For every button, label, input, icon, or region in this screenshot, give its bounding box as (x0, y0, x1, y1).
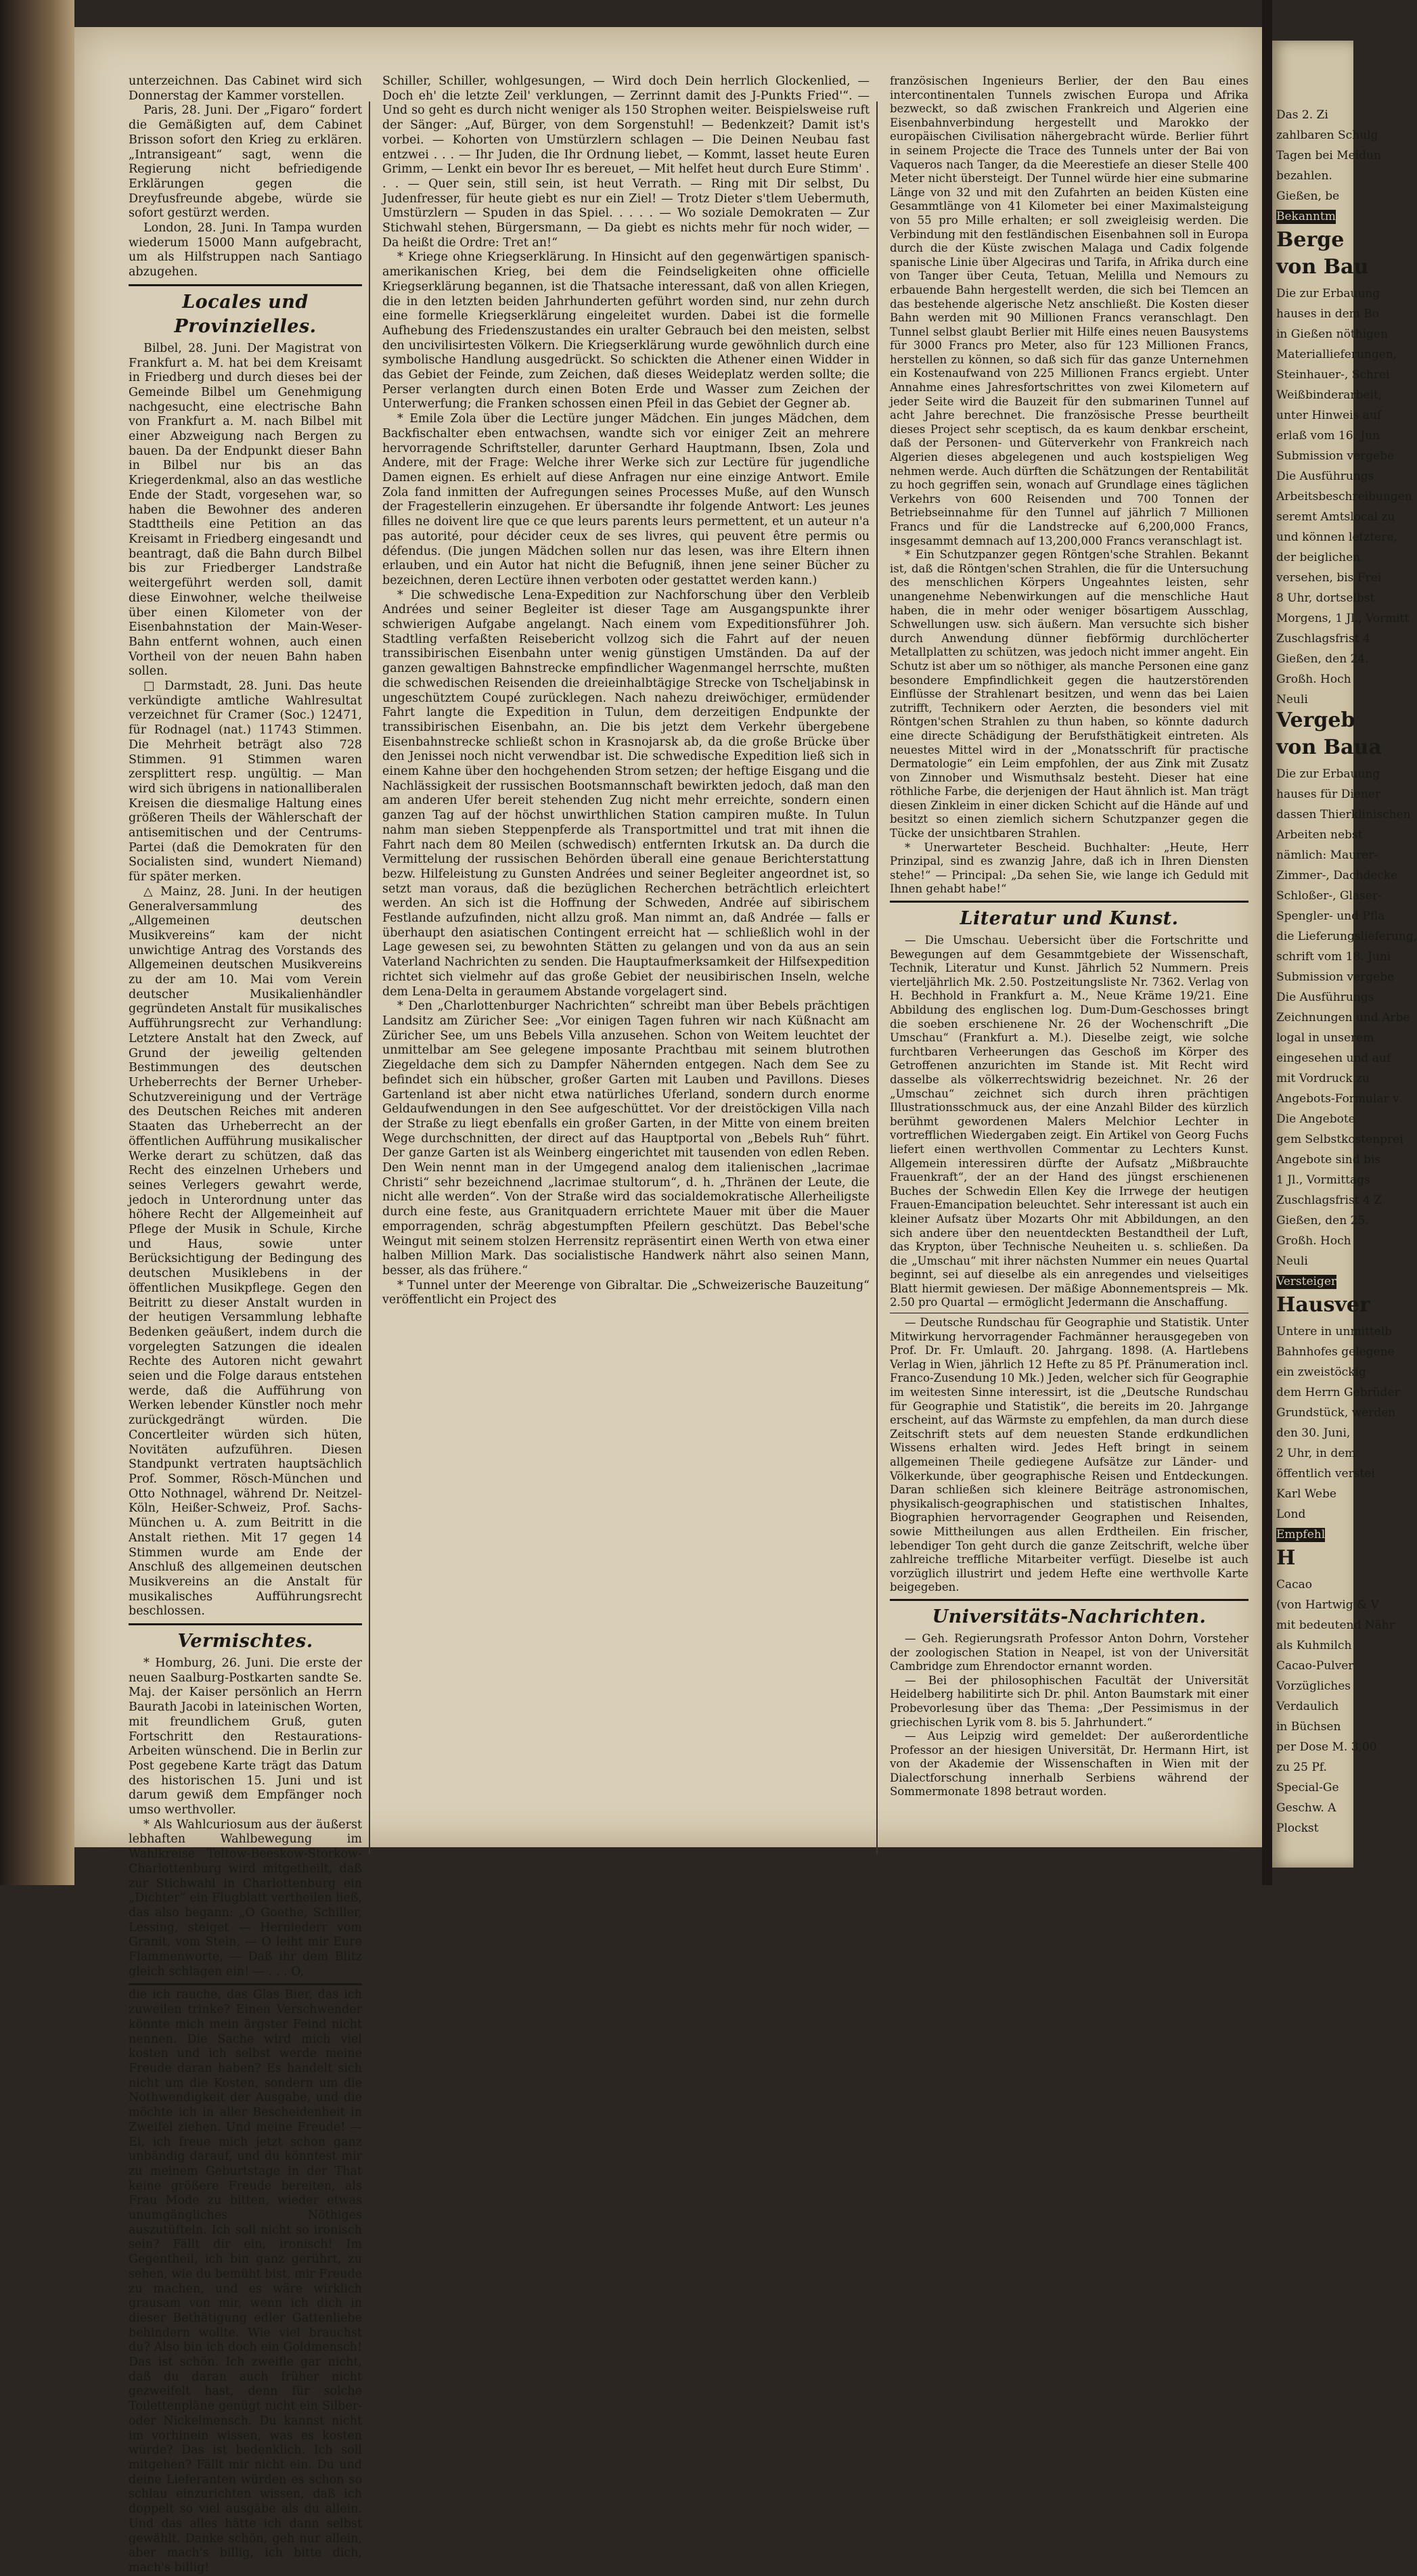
edge-text-line: Zuschlagsfrist 4 Z (1276, 1194, 1382, 1207)
edge-text-line: Steinhauer-, Schrei (1276, 368, 1390, 382)
edge-text-line: Morgens, 1 Jl., Vormitt (1276, 612, 1410, 625)
edge-text-line: von Bau (1276, 255, 1369, 279)
article-text: △ Mainz, 28. Juni. In der heutigen Generalversammlung des „Allgemeinen deutschen Musikvereins“ kam der nicht unwichtige Antrag des Vorstands des Allgemeinen deutschen Musikvereins zu der am 10. Mai vom Verein deutscher Musikalienhändler gegründeten Anstalt für musikalisches Aufführungsrecht zur Verhandlung: Letztere Anstalt hat den Zweck, auf Grund der jeweilig geltenden Bestimmungen des deutschen Urheberrechts der Berner Urheber-Schutzvereinigung und der Verträge des Deutschen Reiches mit anderen Staaten das Urheberrecht an der öffentlichen Aufführung musikalischer Werke derart zu schützen, daß das Recht des einzelnen Urhebers und seines Verlegers gewahrt werde, jedoch in Unterordnung unter das höhere Recht der Allgemeinheit auf Pflege der Musik in Schule, Kirche und Haus, sowie unter Berücksichtigung der Bedingung des deutschen Musiklebens in der öffentlichen Musikpflege. Gegen den Beitritt zu dieser Anstalt wurden in der heutigen Versammlung lebhafte Bedenken geäußert, indem durch die vorgelegten Satzungen die idealen Rechte des Autoren nicht gewahrt seien und die Folge daraus entstehen werde, daß die Aufführung von Werken lebender Künstler noch mehr zurückgedrängt würden. Die Concertleiter würden sich hüten, Novitäten aufzuführen. Diesen Standpunkt vertraten hauptsächlich Prof. Sommer, Rösch-München und Otto Nothnagel, während Dr. Neitzel-Köln, Heißer-Schweiz, Prof. Sachs-München u. A. zum Beitritt in die Anstalt riethen. Mit 17 gegen 14 Stimmen wurde am Ende der Anschluß des allgemeinen deutschen Musikvereins an die Anstalt für musikalisches Aufführungsrecht beschlossen. (129, 884, 362, 1619)
edge-text-line: Lond (1276, 1508, 1306, 1521)
edge-text-line: der beiglichen (1276, 551, 1361, 564)
edge-text-line: Großh. Hoch (1276, 1234, 1351, 1248)
edge-text-line: bezahlen. (1276, 169, 1332, 183)
article-text: * Als Wahlcuriosum aus der äußerst lebhaften Wahlbewegung im Wahlkreise Teltow-Beeskow-Storkow-Charlottenburg wird mitgetheilt, daß zur Stichwahl in Charlottenburg ein „Dichter“ ein Flugblatt vertheilen ließ, das also begann: „O Goethe, Schiller, Lessing, steiget — Herniederr vom Granit, vom Stein, — O leiht mir Eure Flammenworte, — Daß ihr dem Blitz gleich schlagen ein! — . . . O, (129, 1817, 362, 1979)
edge-text-line: schrift vom 18. Juni (1276, 950, 1391, 964)
article-text: * Den „Charlottenburger Nachrichten“ schreibt man über Bebels prächtigen Landsitz am Züricher See: „Vor einigen Tagen fuhren wir nach Küßnacht am Züricher See, um uns Bebels Villa anzusehen. Schon von Weitem leuchtet der unmittelbar am See gelegene imposante Prachtbau mit seinem blutrothen Ziegeldache dem sich zu Dampfer Nähernden entgegen. Nach dem See zu befindet sich ein hübscher, großer Garten mit Lauben und Pavillons. Dieses Gartenland ist aber nicht etwa natürliches Uferland, sondern durch enorme Geldaufwendungen in den See aufgeschüttet. Vor der dreistöckigen Villa nach der Straße zu liegt ebenfalls ein großer Garten, in der Mitte von einem breiten Wege durchschnitten, der direct auf das Hauptportal von „Bebels Ruh“ führt. Der ganze Garten ist als Weinberg eingerichtet mit tausenden von edlen Reben. Den Wein nennt man in der Umgegend analog dem italienischen „lacrimae Christi“ sehr bezeichnend „lacrimae stultorum“, d. h. „Thränen der Leute, die nicht alle werden“. Von der Straße wird das socialdemokratische Allerheiligste durch eine feste, aus Granitquadern errichtete Mauer mit über die Mauer emporragenden, schräg abgestumpften Pfeilern geschützt. Das Bebel'sche Weingut mit seinem stolzen Herrensitz repräsentirt einen Werth von etwa einer halben Million Mark. Das socialistische Handwerk nährt also seinen Mann, besser, als das frühere.“ (382, 999, 870, 1278)
article-text: Bilbel, 28. Juni. Der Magistrat von Frankfurt a. M. hat bei dem Kreisamt in Friedberg und durch dieses bei der Gemeinde Bilbel um Genehmigung nachgesucht, eine electrische Bahn von Frankfurt a. M. nach Bilbel mit einer Abzweigung nach Bergen zu bauen. Da der Endpunkt dieser Bahn in Bilbel nur bis an das Kriegerdenkmal, also an das westliche Ende der Stadt, vorgesehen war, so haben die Bewohner des anderen Stadttheils eine Petition an das Kreisamt in Friedberg eingesandt und beantragt, daß die Bahn durch Bilbel bis zur Friedberger Landstraße weitergeführt werden soll, damit diese Einwohner, welche theilweise über einen Kilometer von der Eisenbahnstation der Main-Weser-Bahn entfernt wohnen, auch einen Vortheil von der neuen Bahn haben sollen. (129, 341, 362, 679)
column-1 (129, 74, 362, 2575)
edge-text-line: Karl Webe (1276, 1487, 1336, 1501)
article-text: Schiller, Schiller, wohlgesungen, — Wird doch Dein herrlich Glockenlied, — Doch eh' die letzte Zeil' verklungen, — Zerrinnt damit des J-Punkts Fried'“. — Und so geht es durch nicht weniger als 150 Strophen weiter. Beispielsweise ruft der Sänger: „Auf, Bürger, von dem Sorgenstuhl! — Bedenkzeit? Damit ist's vorbei. — Kohorten von Umstürzlern schlagen — Die Deinen Neubau fast entzwei . . . — Ihr Juden, die Ihr Ordnung liebet, — Kommt, lasset heute Euren Grimm, — Lenkt ein bevor Ihr es bereuet, — Mit helfet heut durch Eure Stimm' . . . — Quer sein, still sein, ist heut Verrath. — Ring mit Dir selbst, Du Judenfresser, für heute giebt es nur ein Ziel! — Trotz Dieter s'tlem Uebermuth, Umstürzlern — Spuden in das Spiel. . . . . — Wo soziale Demokraten — Zur Stichwahl stehen, Bürgersmann, — Da giebt es nichts mehr für noch wider, — Da heißt die Ordre: Tret an!“ (382, 74, 870, 250)
section-heading: Universitäts-Nachrichten. (932, 1606, 1207, 1627)
edge-text-line: Hausver (1276, 1293, 1370, 1317)
edge-text-line: mit bedeutend Nähr (1276, 1619, 1395, 1632)
edge-text-line: Arbeitsbeschreibungen (1276, 490, 1412, 503)
edge-text-line: den 30. Juni, (1276, 1426, 1351, 1440)
edge-text-line: Angebots-Formular v (1276, 1092, 1399, 1106)
edge-text-line: Materiallieferungen, (1276, 348, 1397, 361)
edge-text-line: mit Vordruck zu (1276, 1072, 1370, 1085)
edge-text-line: Bahnhofes gelegene (1276, 1345, 1395, 1359)
edge-text-line: die Lieferungslieferung, (1276, 930, 1417, 943)
column-3 (890, 74, 1249, 1834)
edge-text-line: Verdaulich (1276, 1700, 1339, 1713)
edge-text-line: Submission vergebe (1276, 970, 1395, 984)
edge-text-line: per Dose M. 3,00 (1276, 1740, 1377, 1754)
edge-text-line: von Baua (1276, 736, 1382, 759)
edge-text-line: hauses für Diener (1276, 788, 1380, 801)
section-heading: Literatur und Kunst. (960, 908, 1179, 930)
edge-text-line: Cacao-Pulver (1276, 1659, 1354, 1673)
edge-text-line: Die Angebote (1276, 1112, 1355, 1126)
edge-text-line: Schloßer-, Glaser- (1276, 889, 1382, 903)
edge-text-line: logal in unserem (1276, 1031, 1374, 1045)
edge-text-line: Gießen, den 24. (1276, 652, 1369, 666)
edge-text-line: Bekanntm (1276, 210, 1336, 223)
edge-text-line: gem Selbstkostenprei (1276, 1133, 1403, 1146)
divider (890, 1599, 1249, 1601)
edge-text-line: Empfehl (1276, 1528, 1326, 1541)
article-text: Paris, 28. Juni. Der „Figaro“ fordert die Gemäßigten auf, dem Cabinet Brisson sofort den Krieg zu erklären. „Intransigeant“ sagt, wenn die Regierung nicht befriedigende Erklärungen gegen die Dreyfusfreunde abgebe, würde sie sofort gestürzt werden. (129, 104, 362, 221)
edge-text-line: öffentlich verstei (1276, 1467, 1375, 1481)
article-text: französischen Ingenieurs Berlier, der den Bau eines intercontinentalen Tunnels zwischen Europa und Afrika bezweckt, so daß zwischen Frankreich und Algerien eine Eisenbahnverbindung hergestellt und Marokko der europäischen Civilisation nähergebracht würde. Berlier führt in seinem Projecte die Trace des Tunnels unter der Bai von Vaqueros nach Tanger, da die Meerestiefe an dieser Stelle 400 Meter nicht übersteigt. Der Tunnel würde hier eine submarine Länge von 32 und mit den Zufahrten an beiden Küsten eine Gesammtlänge von 41 Kilometer bei einer Maximalsteigung von 55 pro Mille erhalten; er soll zweigleisig werden. Die Verbindung mit den festländischen Eisenbahnen soll in Europa durch die der Küste zwischen Malaga und Cadix folgende spanische Linie über Algeciras und Tarifa, in Afrika durch eine von Tanger über Ceuta, Tetuan, Melilla und Nemours zu erbauende Bahn hergestellt werden, die sich bei Tlemcen an das bestehende algerische Netz anschließt. Die Kosten dieser Bahn werden mit 90 Millionen Francs veranschlagt. Den Tunnel selbst glaubt Berlier mit Hilfe eines neuen Bausystems für 3000 Francs pro Meter, also für 123 Millionen Francs, herstellen zu können, so daß sich für das ganze Unternehmen ein Kostenaufwand von 225 Millionen Francs ergiebt. Unter Annahme eines Jahresfortschrittes von zwei Kilometern auf jeder Seite wird die Bauzeit für den submarinen Tunnel auf acht Jahre berechnet. Die französische Presse beurtheilt dieses Project sehr sceptisch, da es kaum denkbar erscheint, daß der Personen- und Güterverkehr von Frankreich nach Algerien dieses abgelegenen und auch kostspieligen Weg nehmen werde. Auch dürften die Schätzungen der Rentabilität zu hoch gegriffen sein, wonach auf Grundlage eines täglichen Verkehrs von 600 Reisenden und 700 Tonnen der Betriebseinnahme für den Tunnel auf jährlich 7 Millionen Francs und für die Landstrecke auf 6,200,000 Francs, insgesammt demnach auf 13,200,000 Francs veranschlagt ist. (890, 74, 1249, 547)
article-text: □ Darmstadt, 28. Juni. Das heute verkündigte amtliche Wahlresultat verzeichnet für Cramer (Soc.) 12471, für Rodnagel (nat.) 11743 Stimmen. Die Mehrheit beträgt also 728 Stimmen. 91 Stimmen waren zersplittert resp. ungültig. — Man wird sich übrigens in nationalliberalen Kreisen die diesmalige Haltung eines größeren Theils der Wählerschaft der antisemitischen und der Centrums-Partei (daß die Demokraten für den Socialisten sind, wundert Niemand) für später merken. (129, 679, 362, 884)
divider (890, 901, 1249, 903)
article-text: unterzeichnen. Das Cabinet wird sich Donnerstag der Kammer vorstellen. (129, 74, 362, 103)
article-text: * Die schwedische Lena-Expedition zur Nachforschung über den Verbleib Andrées und seiner Begleiter ist dieser Tage am Ausgangspunkte ihrer schwierigen Aufgabe angelangt. Nach einem vom Expeditionsführer Joh. Stadtling verfaßten Reisebericht vollzog sich die Fahrt auf der neuen transsibirischen Eisenbahn unter wenig günstigen Umständen. Da auf der ganzen gewaltigen Bahnstrecke empfindlicher Wagenmangel herrschte, mußten die schwedischen Reisenden die dreieinhalbtägige Strecke von Tscheljabinsk in ungeschütztem Coupé zurücklegen. Nach nahezu dreiwöchiger, ermüdender Fahrt langte die Expedition in Tulun, dem derzeitigen Endpunkte der transsibirischen Eisenbahn, an. Die bis jetzt dem Verkehr übergebene Eisenbahnstrecke schließt schon in Krasnojarsk ab, da die große Brücke über den Jenissei noch nicht verwendbar ist. Die schwedische Expedition ließ sich in einem Kahne über den hochgehenden Strom setzen; der heftige Eisgang und die Nachlässigkeit der russischen Bootsmannschaft bewirkten jedoch, daß man den am anderen Ufer bereit stehenden Zug nicht mehr erreichte, sondern einen ganzen Tag auf der höchst unwirthlichen Station campiren mußte. In Tulun nahm man sieben Steppenpferde als Transportmittel und trat mit ihnen die Fahrt nach dem 80 Meilen (schwedisch) entfernten Irkutsk an. Da durch die Vermittelung der russischen Behörden überall eine genaue Berichterstattung bezw. Hilfeleistung zu Gunsten Andrées und seiner Begleiter angeordnet ist, so setzt man voraus, daß die bezüglichen Recherchen beträchtlich erleichtert werden. An sich ist die Hoffnung der Schweden, Andrée auf sibirischem Festlande aufzufinden, nicht allzu groß. Man nimmt an, daß Andrée — falls er überhaupt den asiatischen Contingent erreicht hat — schließlich wohl in der Lage gewesen sei, zu bewohnten Stätten zu gelangen und von da aus an sein Vaterland Nachrichten zu senden. Die Hauptaufmerksamkeit der Hilfsexpedition richtet sich vielmehr auf das große Gebiet der neusibirischen Inseln, welche dem Lena-Delta in geraumem Abstande vorgelagert sind. (382, 588, 870, 999)
article-text: * Ein Schutzpanzer gegen Röntgen'sche Strahlen. Bekannt ist, daß die Röntgen'schen Strahlen, die für die Untersuchung des menschlichen Körpers Ungeahntes leisten, sehr unangenehme Nebenwirkungen auf die menschliche Haut haben, die in mehr oder weniger bösartigem Ausschlag, Schwellungen usw. sich äußern. Man versuchte sich bisher durch Anwendung dünner fiebförmig durchlöcherter Metallplatten zu schützen, was jedoch nicht immer angeht. Ein Schutz ist aber um so nöthiger, als manche Personen eine ganz besondere Empfindlichkeit gegen die hautzerstörenden Einflüsse der Strahlenart besitzen, und wenn das bei Laien zutrifft, Technikern oder Aerzten, die besonders viel mit Röntgen'schen Strahlen zu thun haben, so könnte dadurch eine directe Schädigung der Berufsthätigkeit eintreten. Als neuestes Mittel wird in der „Monatsschrift für practische Dermatologie“ ein Leim empfohlen, der aus Zink mit Zusatz von Zinnober und Wismuthsalz besteht. Dieser hat eine röthliche Farbe, die derjenigen der Haut ähnlich ist. Man trägt diesen Zinkleim in einer dicken Schicht auf die Hände auf und besitzt so einen ziemlich sichern Schutzpanzer gegen die Tücke der unsichtbaren Strahlen. (890, 548, 1249, 840)
article-text: — Geh. Regierungsrath Professor Anton Dohrn, Vorsteher der zoologischen Station in Neapel, ist von der Universität Cambridge zum Ehrendoctor ernannt worden. (890, 1631, 1249, 1673)
edge-text-line: in Gießen nöthigen (1276, 327, 1388, 341)
edge-text-line: Das 2. Zi (1276, 108, 1328, 122)
article-text: — Die Umschau. Uebersicht über die Fortschritte und Bewegungen auf dem Gesammtgebiete der Wissenschaft, Technik, Literatur und Kunst. Jährlich 52 Nummern. Preis vierteljährlich Mk. 2.50. Postzeitungsliste Nr. 7362. Verlag von H. Bechhold in Frankfurt a. M., Neue Kräme 19/21. Eine Abbildung des englischen log. Dum-Dum-Geschosses bringt die soeben erschienene Nr. 26 der Wochenschrift „Die Umschau“ (Frankfurt a. M.). Dieselbe zeigt, wie solche furchtbaren Verheerungen das Geschoß im Körper des Getroffenen anzurichten im Stande ist. Mit Recht wird dasselbe als völkerrechtswidrig bezeichnet. Nr. 26 der „Umschau“ zeichnet sich durch ihren prächtigen Illustrationsschmuck aus, der eine Anzahl Bilder des kürzlich berühmt gewordenen Malers Melchior Lechter in vortrefflichen Wiedergaben zeigt. Ein Artikel von Georg Fuchs liefert einen werthvollen Commentar zu Lechters Kunst. Allgemein interessiren dürfte der Aufsatz „Mißbrauchte Frauenkraft“, der an der Hand des jüngst erschienenen Buches der Schwedin Ellen Key die Irrwege der heutigen Frauen-Emancipation beleuchtet. Sehr interessant ist auch ein kleiner Aufsatz über Mozarts Ohr mit Abbildungen, an den sich andere über den neuentdeckten Bestandtheil der Luft, das Krypton, über Technische Neuheiten u. s. schließen. Da die „Umschau“ mit ihrer nächsten Nummer ein neues Quartal beginnt, sei auf dieselbe als ein anregendes und vielseitiges Blatt hiermit gewiesen. Der mäßige Abonnementspreis — Mk. 2.50 pro Quartal — ermöglicht Jedermann die Anschaffung. (890, 934, 1249, 1309)
edge-text-line: hauses in dem Bo (1276, 307, 1379, 321)
edge-text-line: Zeichnungen und Arbe (1276, 1011, 1410, 1024)
edge-text-line: unter Hinweis auf (1276, 409, 1382, 422)
edge-text-line: Grundstück, werden (1276, 1406, 1396, 1420)
edge-text-line: Cacao (1276, 1578, 1313, 1591)
edge-text-line: Weißbinderarbeit, (1276, 388, 1382, 402)
edge-text-line: Neuli (1276, 1255, 1308, 1268)
article-text: — Deutsche Rundschau für Geographie und Statistik. Unter Mitwirkung hervorragender Fachmänner herausgegeben von Prof. Dr. Fr. Umlauft. 20. Jahrgang. 1898. (A. Hartlebens Verlag in Wien, jährlich 12 Hefte zu 85 Pf. Pränumeration incl. Franco-Zusendung 10 Mk.) Jeden, welcher sich für Geographie im weitesten Sinne interessirt, ist die „Deutsche Rundschau für Geographie und Statistik“, die bereits im 20. Jahrgange erscheint, auf das Wärmste zu empfehlen, da man durch diese Zeitschrift stets auf dem neuesten Stande erdkundlichen Wissens erhalten wird. Jedes Heft bringt in seinem allgemeinen Theile gediegene Aufsätze zur Länder- und Völkerkunde, über geographische Reisen und Entdeckungen. Daran schließen sich kleinere Beiträge astronomischen, physikalisch-geographischen und statistischen Inhaltes, Biographien hervorragender Geographen und Reisenden, sowie Mittheilungen aus allen Erdtheilen. Ein frischer, lebendiger Ton geht durch die ganze Zeitschrift, welche über zahlreiche treffliche Mitarbeiter verfügt. Dieselbe ist auch vorzüglich illustrirt und jedem Hefte eine werthvolle Karte beigegeben. (890, 1316, 1249, 1594)
article-text: * Emile Zola über die Lectüre junger Mädchen. Ein junges Mädchen, dem Backfischalter eben entwachsen, wandte sich vor einiger Zeit an mehrere hervorragende Schriftsteller, darunter Gerhard Hauptmann, Ibsen, Zola und Andere, mit der Frage: Welche ihrer Werke sich zur Lectüre für jugendliche Damen eignen. Es erhielt auf diese Anfragen nur eine einzige Antwort. Emile Zola fand inmitten der Aufregungen seines Processes Muße, auf den Wunsch der Fragestellerin einzugehen. Er übersandte ihr folgende Antwort: Les jeunes filles ne doivent lire que ce que leurs parents leurs permettent, et un auteur n'a pas autorité, pour décider ceux de ses livres, qui peuvent être permis ou défendus. (Die jungen Mädchen sollen nur das lesen, was ihre Eltern ihnen erlauben, und ein Autor hat nicht die Befugniß, ihnen jene seiner Bücher zu bezeichnen, deren Lectüre ihnen verboten oder gestattet werden kann.) (382, 412, 870, 587)
edge-text-line: Berge (1276, 228, 1345, 252)
edge-text-line: Submission vergebe (1276, 449, 1395, 463)
edge-text-line: Die Ausführungs (1276, 470, 1374, 483)
edge-text-line: eingesehen und auf (1276, 1052, 1391, 1065)
edge-text-line: ein zweistöckig (1276, 1365, 1366, 1379)
edge-text-line: 8 Uhr, dortselbst (1276, 591, 1375, 605)
edge-text-line: zahlbaren Schulg (1276, 129, 1378, 142)
article-text: — Aus Leipzig wird gemeldet: Der außerordentliche Professor an der hiesigen Universität, Dr. Hermann Hirt, ist von der Akademie der Wissenschaften in Wien mit der Dialectforschung innerhalb Serbiens während der Sommermonate 1898 betraut worden. (890, 1730, 1249, 1799)
article-text: * Homburg, 26. Juni. Die erste der neuen Saalburg-Postkarten sandte Se. Maj. der Kaiser persönlich an Herrn Baurath Jacobi in lateinischen Worten, mit freundlichem Gruß, guten Fortschritt den Restaurations-Arbeiten wünschend. Die in Berlin zur Post gegebene Karte trägt das Datum des historischen 15. Juni und ist darum gewiß dem Empfänger noch umso werthvoller. (129, 1656, 362, 1817)
edge-text-line: Zuschlagsfrist 4 (1276, 632, 1370, 646)
edge-text-line: Arbeiten nebst (1276, 828, 1363, 842)
edge-text-line: Zimmer-, Dachdecke (1276, 869, 1398, 882)
edge-text-line: Die zur Erbauung (1276, 767, 1380, 781)
edge-text-line: 2 Uhr, in dem (1276, 1447, 1356, 1460)
column-2 (382, 74, 870, 1834)
edge-text-line: Spengler- und Pfla (1276, 909, 1385, 923)
article-text: * Tunnel unter der Meerenge von Gibraltar. Die „Schweizerische Bauzeitung“ veröffentlicht ein Project des (382, 1278, 870, 1307)
edge-text-line: Vorzügliches (1276, 1679, 1351, 1693)
edge-text-line: Plockst (1276, 1822, 1319, 1835)
edge-text-line: Vergeb (1276, 708, 1355, 732)
edge-text-line: Untere in unmittelb (1276, 1325, 1393, 1338)
edge-text-line: Gießen, den 25. (1276, 1214, 1369, 1227)
edge-text-line: Neuli (1276, 693, 1308, 706)
edge-text-line: seremt Amtslocal zu (1276, 510, 1395, 524)
edge-text-line: Special-Ge (1276, 1781, 1339, 1794)
article-text: — Bei der philosophischen Facultät der Universität Heidelberg habilitirte sich Dr. phil. Anton Baumstark mit einer Probevorlesung über das Thema: „Der Pessimismus in der griechischen Lyrik vom 8. bis 5. Jahrhundert.“ (890, 1673, 1249, 1729)
edge-text-line: nämlich: Maurer- (1276, 849, 1378, 862)
divider (129, 1983, 362, 1985)
adjacent-page-edge (1272, 41, 1417, 1868)
edge-text-line: Die zur Erbauung (1276, 287, 1380, 300)
edge-text-line: Angebote sind bis (1276, 1153, 1381, 1167)
page-gutter (1262, 0, 1272, 1885)
edge-text-line: Geschw. A (1276, 1801, 1336, 1815)
edge-text-line: 1 Jl., Vormittags (1276, 1173, 1370, 1187)
edge-text-line: H (1276, 1546, 1296, 1570)
section-heading: Locales und Provinzielles. (174, 291, 317, 337)
edge-text-line: zu 25 Pf. (1276, 1761, 1327, 1774)
edge-text-line: Gießen, be (1276, 189, 1340, 203)
book-binding (0, 0, 74, 1885)
edge-text-line: Versteiger (1276, 1275, 1337, 1288)
article-text: die ich rauche, das Glas Bier, das ich zuweilen trinke? Einen Verschwender könnte mich mein ärgster Feind nicht nennen. Die Sache wird mich viel kosten und ich selbst werde meine Freude daran haben? Es handelt sich nicht um die Kosten, sondern um die Nothwendigkeit der Ausgabe, und die möchte ich in aller Bescheidenheit in Zweifel ziehen. Und meine Freude! — Ei, ich freue mich jetzt schon ganz unbändig darauf, und du könntest mir zu meinem Geburtstage in der That keine größere Freude bereiten, als Frau Mode zu bitten, wieder etwas unumgängliches Nöthiges auszutüfteln. Ich soll nicht so ironisch sein? Fällt dir ein, ironisch! Im Gegentheil, ich bin ganz gerührt, zu sehen, wie du bemüht bist, mir Freude zu machen, und es wäre wirklich grausam von mir, wenn ich dich in dieser Bethätigung edler Gattenliebe behindern wollte. Wie viel brauchst du? Also bin ich doch ein Goldmensch! Das ist schön. Ich zweifle gar nicht, daß du daran auch früher nicht gezweifelt hast, denn für solche Toilettenpläne genügt nicht ein Silber- oder Nickelmensch. Du kannst nicht im vorhinein wissen, was es kosten würde? Das ist bedenklich. Ich soll mitgehen? Fällt mir nicht ein. Du und deine Lieferanten würden es schon so schlau einzurichten wissen, daß ich doppelt so viel ausgäbe als du allein. Und das alles hätte ich dann selbst gewählt. Danke schön, geh nur allein, aber mach's billig, ich bitte dich, mach's billig! (129, 1988, 362, 2575)
edge-text-line: Großh. Hoch (1276, 673, 1351, 686)
edge-text-line: (von Hartwig & V (1276, 1598, 1379, 1612)
edge-text-line: Die Ausführungs (1276, 991, 1374, 1004)
article-text: * Unerwarteter Bescheid. Buchhalter: „Heute, Herr Prinzipal, sind es zwanzig Jahre, daß ich in Ihren Diensten stehe!“ — Principal: „Da sehen Sie, wie lange ich Geduld mit Ihnen gehabt habe!“ (890, 840, 1249, 896)
edge-text-line: dem Herrn Gebrüder (1276, 1386, 1400, 1399)
divider (129, 1623, 362, 1625)
edge-text-line: als Kuhmilch (1276, 1639, 1352, 1652)
edge-text-line: in Büchsen (1276, 1720, 1341, 1734)
section-heading: Vermischtes. (177, 1631, 313, 1652)
column-divider (876, 101, 878, 1854)
article-text: * Kriege ohne Kriegserklärung. In Hinsicht auf den gegenwärtigen spanisch-amerikanischen Krieg, bei dem die Feindseligkeiten ohne officielle Kriegserklärung begannen, ist die Thatsache interessant, daß von allen Kriegen, die in den letzten beiden Jahrhunderten geführt worden sind, nur zehn durch eine formelle Kriegserklärung eingeleitet wurden. Dabei ist die formelle Aufhebung des Friedenszustandes ein uralter Gebrauch bei den meisten, selbst den uncivilisirtesten Völkern. Die Kriegserklärung wurde gewöhnlich durch eine symbolische Handlung ausgedrückt. So schickten die Athener einen Widder in das Gebiet der Feinde, zum Zeichen, daß dieses Weideplatz werden sollte; die Perser verlangten durch einen Boten Erde und Wasser zum Zeichen der Unterwerfung; die Franken schossen einen Pfeil in das Gebiet der Gegner ab. (382, 250, 870, 411)
article-text: London, 28. Juni. In Tampa wurden wiederum 15000 Mann aufgebracht, um als Hilfstruppen nach Santiago abzugehen. (129, 221, 362, 279)
divider (129, 284, 362, 286)
edge-text-line: und können letztere, (1276, 530, 1397, 544)
edge-text-line: erlaß vom 16. Jun (1276, 429, 1380, 443)
edge-text-line: versehen, bis Frei (1276, 571, 1382, 585)
edge-text-line: Tagen bei Meidun (1276, 149, 1381, 162)
edge-text-line: dassen Thierklinischen (1276, 808, 1411, 821)
newspaper-sheet (74, 27, 1262, 2575)
column-divider (369, 101, 370, 1854)
